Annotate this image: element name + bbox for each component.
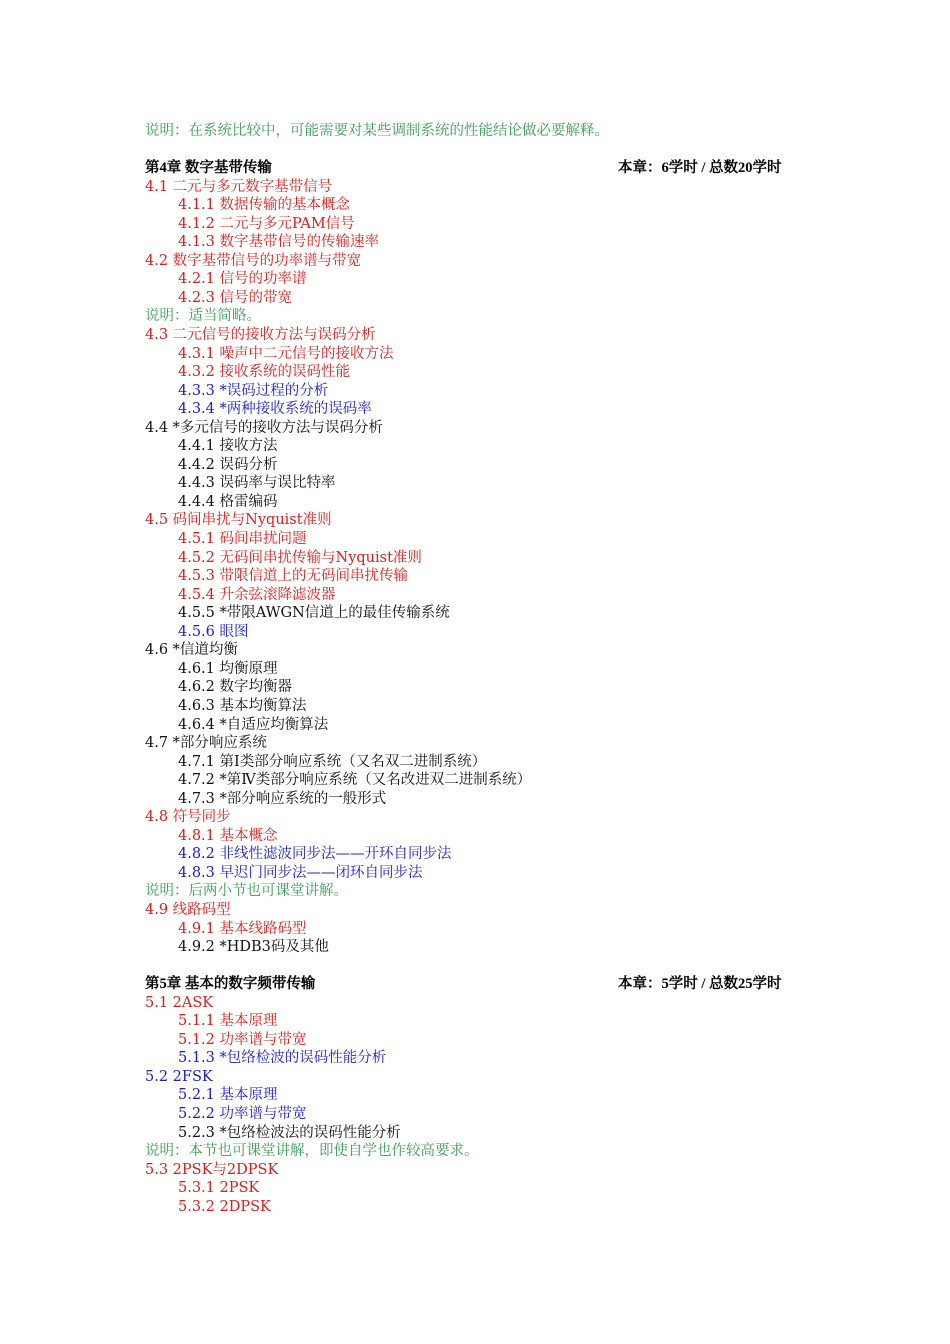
section-item: 5.3 2PSK与2DPSK — [145, 1161, 279, 1178]
subsection-item: 4.8.1 基本概念 — [178, 827, 278, 844]
spacer — [145, 141, 810, 160]
subsection-item: 4.4.1 接收方法 — [178, 438, 278, 455]
subsection-item: 5.1.1 基本原理 — [178, 1013, 278, 1030]
subsection-item: 5.2.3 *包络检波法的误码性能分析 — [178, 1124, 401, 1141]
subsection-item: 5.2.2 功率谱与带宽 — [178, 1105, 307, 1122]
subsection-item: 4.7.1 第Ⅰ类部分响应系统（又名双二进制系统） — [178, 753, 487, 770]
section-item: 4.6 *信道均衡 — [145, 642, 238, 659]
subsection-item: 4.6.4 *自适应均衡算法 — [178, 716, 329, 733]
subsection-item: 4.4.4 格雷编码 — [178, 493, 278, 510]
subsection-item: 4.8.2 非线性滤波同步法——开环自同步法 — [178, 846, 452, 863]
chapter4-hours: 本章：6学时 / 总数20学时 — [618, 160, 782, 177]
subsection-item: 4.1.3 数字基带信号的传输速率 — [178, 234, 380, 251]
section-item: 5.1 2ASK — [145, 994, 214, 1011]
section-item: 4.5 码间串扰与Nyquist准则 — [145, 512, 332, 529]
subsection-item: 4.1.1 数据传输的基本概念 — [178, 197, 351, 214]
subsection-item: 4.2.3 信号的带宽 — [178, 289, 293, 306]
subsection-item: 4.6.3 基本均衡算法 — [178, 697, 307, 714]
chapter4-title: 第4章 数字基带传输 — [145, 160, 272, 177]
intro-note: 说明：在系统比较中，可能需要对某些调制系统的性能结论做必要解释。 — [145, 123, 609, 139]
subsection-item: 4.3.4 *两种接收系统的误码率 — [178, 401, 372, 418]
section-item: 4.8 符号同步 — [145, 809, 231, 826]
subsection-item: 5.3.2 2DPSK — [178, 1198, 271, 1215]
subsection-item: 4.6.1 均衡原理 — [178, 660, 278, 677]
subsection-item: 4.5.4 升余弦滚降滤波器 — [178, 586, 336, 603]
subsection-item: 4.9.2 *HDB3码及其他 — [178, 939, 329, 956]
chapter5-heading — [145, 975, 810, 994]
subsection-item: 4.5.2 无码间串扰传输与Nyquist准则 — [178, 549, 422, 566]
chapter5-hours: 本章：5学时 / 总数25学时 — [618, 976, 782, 993]
note-line: 说明：适当简略。 — [145, 308, 261, 325]
subsection-item: 4.3.2 接收系统的误码性能 — [178, 364, 351, 381]
subsection-item: 4.5.1 码间串扰问题 — [178, 531, 307, 548]
section-item: 4.4 *多元信号的接收方法与误码分析 — [145, 419, 383, 436]
chapter4-heading — [145, 159, 810, 178]
subsection-item: 4.4.2 误码分析 — [178, 456, 278, 473]
chapter4-outline — [145, 178, 810, 957]
section-item: 4.9 线路码型 — [145, 901, 231, 918]
subsection-item: 4.7.2 *第Ⅳ类部分响应系统（又名改进双二进制系统） — [178, 772, 532, 789]
subsection-item: 5.3.1 2PSK — [178, 1180, 260, 1197]
note-line: 说明：后两小节也可课堂讲解。 — [145, 883, 348, 900]
section-item: 4.1 二元与多元数字基带信号 — [145, 178, 333, 195]
subsection-item: 4.5.5 *带限AWGN信道上的最佳传输系统 — [178, 605, 450, 622]
subsection-item: 4.4.3 误码率与误比特率 — [178, 475, 336, 492]
section-item: 4.3 二元信号的接收方法与误码分析 — [145, 327, 376, 344]
note-line: 说明：本节也可课堂讲解，即使自学也作较高要求。 — [145, 1143, 479, 1160]
section-item: 4.2 数字基带信号的功率谱与带宽 — [145, 252, 362, 269]
subsection-item: 5.2.1 基本原理 — [178, 1087, 278, 1104]
subsection-item: 5.1.2 功率谱与带宽 — [178, 1031, 307, 1048]
subsection-item: 4.5.6 眼图 — [178, 623, 249, 640]
subsection-item: 4.8.3 早迟门同步法——闭环自同步法 — [178, 864, 423, 881]
syllabus-content — [145, 122, 810, 1216]
chapter5-title: 第5章 基本的数字频带传输 — [145, 976, 316, 993]
subsection-item: 4.6.2 数字均衡器 — [178, 679, 293, 696]
subsection-item: 4.9.1 基本线路码型 — [178, 920, 307, 937]
subsection-item: 4.2.1 信号的功率谱 — [178, 271, 307, 288]
subsection-item: 4.5.3 带限信道上的无码间串扰传输 — [178, 568, 409, 585]
subsection-item: 4.1.2 二元与多元PAM信号 — [178, 215, 355, 232]
section-item: 5.2 2FSK — [145, 1068, 213, 1085]
subsection-item: 5.1.3 *包络检波的误码性能分析 — [178, 1050, 387, 1067]
spacer — [145, 957, 810, 976]
chapter5-outline — [145, 994, 810, 1217]
subsection-item: 4.3.3 *误码过程的分析 — [178, 382, 329, 399]
subsection-item: 4.7.3 *部分响应系统的一般形式 — [178, 790, 387, 807]
subsection-item: 4.3.1 噪声中二元信号的接收方法 — [178, 345, 394, 362]
section-item: 4.7 *部分响应系统 — [145, 735, 267, 752]
